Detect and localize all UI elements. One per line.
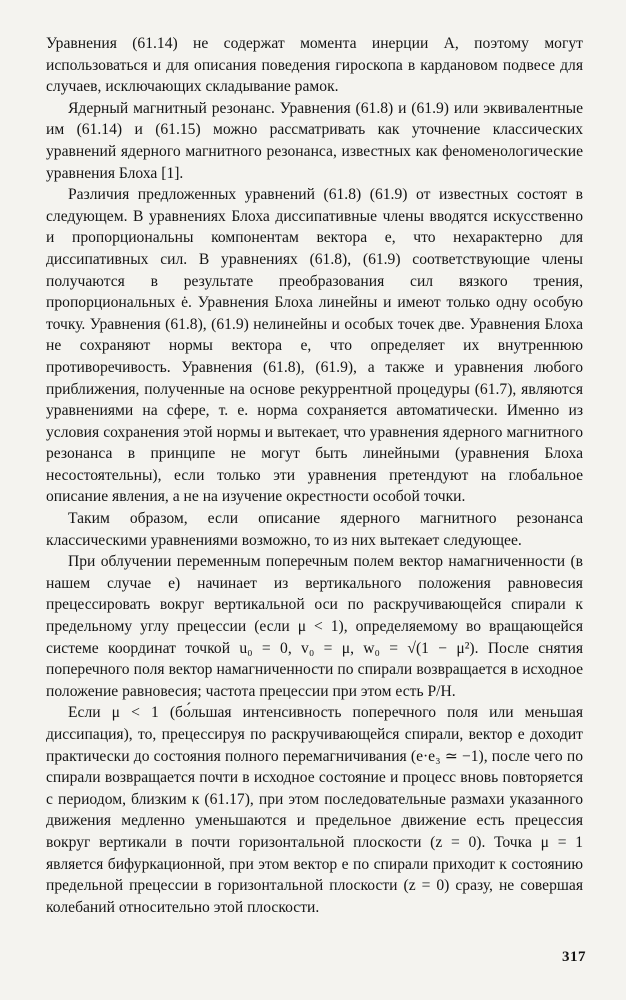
paragraph-6: Если μ < 1 (бо́льшая интенсивность поперечного поля или меньшая диссипация), то, прецессируя по раскручивающейся спирали, вектор e доходит практически до состояния полного перемагничивания (e·e₃ ≃ −1), после чего по спирали возвращается почти в исходное состояние и процесс вновь повторяется с периодом, близким к (61.17), при этом последовательные размахи указанного движения медленно уменьшаются и предельное движение есть прецессия вокруг вертикали в почти горизонтальной плоскости (z = 0). Точка μ = 1 является бифуркационной, при этом вектор e по спирали приходит к состоянию предельной прецессии в горизонтальной плоскости (z = 0) сразу, не совершая колебаний относительно этой плоскости. [46, 704, 583, 916]
paragraph-1: Уравнения (61.14) не содержат момента инерции A, поэтому могут использоваться и для описания поведения гироскопа в кардановом подвесе для случаев, исключающих складывание рамок. [46, 35, 583, 96]
paragraph-5: При облучении переменным поперечным полем вектор намагниченности (в нашем случае e) начинает из вертикального положения равновесия прецессировать вокруг вертикальной оси по раскручивающейся спирали к предельному углу прецессии (если μ < 1), определяемому во вращающейся системе координат точкой u₀ = 0, v₀ = μ, w₀ = √(1 − μ²). После снятия поперечного поля вектор намагниченности по спирали возвращается в исходное положение равновесия; частота прецессии при этом есть P/H. [46, 553, 583, 700]
paragraph-3: Различия предложенных уравнений (61.8) (61.9) от известных состоят в следующем. В уравнениях Блоха диссипативные члены вводятся искусственно и пропорциональны компонентам вектора e, что нехарактерно для диссипативных сил. В уравнениях (61.8), (61.9) соответствующие члены получаются в результате преобразования сил вязкого трения, пропорциональных ė. Уравнения Блоха линейны и имеют только одну особую точку. Уравнения (61.8), (61.9) нелинейны и особых точек две. Уравнения Блоха не сохраняют нормы вектора e, что определяет их внутреннюю противоречивость. Уравнения (61.8), (61.9), а также и уравнения любого приближения, полученные на основе рекуррентной процедуры (61.7), являются уравнениями на сфере, т. е. норма сохраняется автоматически. Именно из условия сохранения этой нормы и вытекает, что уравнения ядерного магнитного резонанса в принципе не могут быть линейными (уравнения Блоха несостоятельны), если только эти уравнения претендуют на глобальное описание явления, а не на изучение окрестности особой точки. [46, 186, 583, 506]
paragraph-4: Таким образом, если описание ядерного магнитного резонанса классическими уравнениями возможно, то из них вытекает следующее. [46, 510, 583, 549]
paragraph-2: Ядерный магнитный резонанс. Уравнения (61.8) и (61.9) или эквивалентные им (61.14) и (61.15) можно рассматривать как уточнение классических уравнений ядерного магнитного резонанса, известных как феноменологические уравнения Блоха [1]. [46, 99, 583, 182]
body-text [46, 33, 583, 918]
page-number: 317 [562, 949, 586, 965]
